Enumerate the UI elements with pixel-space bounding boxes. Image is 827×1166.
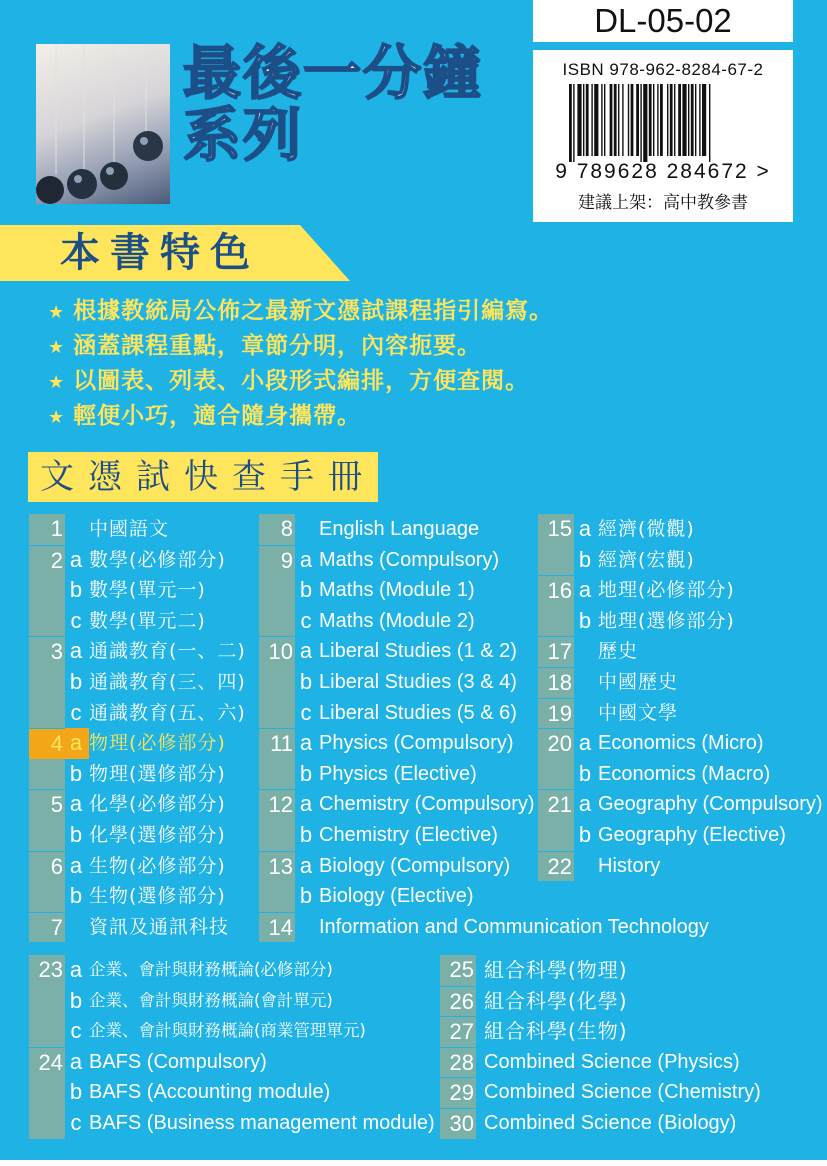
catalog-row: [440, 1016, 827, 1047]
volume-title: History: [598, 854, 661, 877]
volume-number: [29, 698, 65, 729]
catalog-row: [538, 789, 827, 820]
volume-part: a: [299, 546, 313, 572]
volume-number: [538, 759, 574, 790]
volume-title: 化學(選修部分): [89, 823, 226, 846]
volume-number: 24: [29, 1047, 65, 1078]
catalog-row: [538, 728, 827, 759]
barcode-bar: [649, 84, 652, 156]
volume-number: [538, 545, 574, 576]
volume-number: [538, 606, 574, 637]
catalog-row: [538, 545, 827, 576]
catalog-column-4: [29, 955, 439, 1139]
volume-title: Liberal Studies (5 & 6): [319, 701, 517, 724]
volume-number: 22: [538, 851, 574, 882]
volume-title: 數學(必修部分): [89, 548, 226, 571]
barcode-bar: [667, 84, 668, 156]
volume-title: Geography (Compulsory): [598, 793, 823, 816]
volume-number: 7: [29, 912, 65, 943]
barcode-bar: [682, 84, 686, 156]
volume-number: [29, 1108, 65, 1139]
volume-part: b: [578, 607, 592, 633]
volume-number: [259, 820, 295, 851]
catalog-row: [538, 820, 827, 851]
volume-number: 28: [440, 1047, 476, 1078]
volume-number: 29: [440, 1077, 476, 1108]
catalog-row: [29, 912, 259, 943]
volume-part: a: [578, 577, 592, 603]
feature-item: ★ 涵蓋課程重點，章節分明，內容扼要。: [48, 333, 482, 359]
barcode-bar: [643, 84, 647, 162]
barcode-bar: [636, 84, 639, 156]
barcode-bar: [610, 84, 613, 156]
volume-part: a: [299, 852, 313, 878]
catalog-row: [440, 955, 827, 986]
volume-title: Information and Communication Technology: [319, 915, 709, 938]
catalog-row: [538, 698, 827, 729]
barcode-bar: [618, 84, 619, 156]
volume-part: c: [70, 607, 82, 633]
isbn-digits: 9 789628 284672 >: [555, 160, 771, 183]
catalog-row: [29, 881, 259, 912]
catalog-row: [259, 851, 539, 882]
barcode-bar: [586, 84, 589, 156]
barcode-bar: [691, 84, 694, 156]
barcode-bar: [614, 84, 617, 156]
barcode-bar: [688, 84, 689, 156]
catalog-row: [29, 514, 259, 545]
volume-number: 21: [538, 789, 574, 820]
volume-number: 27: [440, 1016, 476, 1047]
bottom-rule: [0, 1160, 827, 1166]
volume-part: b: [69, 883, 83, 909]
catalog-row: [29, 789, 259, 820]
volume-part: b: [69, 821, 83, 847]
volume-title: 通識教育(一、二): [89, 640, 246, 663]
volume-number: 9: [259, 545, 295, 576]
barcode-bar: [670, 84, 673, 156]
volume-part: b: [299, 760, 313, 786]
volume-part: a: [299, 638, 313, 664]
barcode-bar: [640, 84, 641, 162]
volume-number: [259, 667, 295, 698]
catalog-row: [440, 1077, 827, 1108]
barcode-bar: [601, 84, 602, 156]
barcode-bar: [628, 84, 629, 156]
volume-title: Chemistry (Compulsory): [319, 793, 535, 816]
volume-part: b: [69, 577, 83, 603]
catalog-row: [29, 1016, 439, 1047]
volume-title: 數學(單元二): [89, 609, 206, 632]
volume-part: b: [69, 668, 83, 694]
volume-title: 組合科學(化學): [484, 988, 628, 1013]
volume-title: 企業、會計與財務概論(商業管理單元): [89, 1021, 366, 1041]
catalog-row: [29, 851, 259, 882]
volume-part: c: [70, 699, 82, 725]
volume-number: [29, 1077, 65, 1108]
volume-part: b: [69, 760, 83, 786]
series-title-line2: 系列: [183, 101, 304, 169]
catalog-row: [538, 636, 827, 667]
isbn-label: ISBN 978-962-8284-67-2: [562, 60, 764, 79]
volume-number: [259, 698, 295, 729]
volume-number: 17: [538, 636, 574, 667]
volume-title: Economics (Micro): [598, 732, 764, 755]
catalog-column-1: [29, 514, 259, 942]
volume-number: 1: [29, 514, 65, 545]
volume-number: 8: [259, 514, 295, 545]
barcode-bar: [594, 84, 598, 156]
feature-item: ★ 以圖表、列表、小段形式編排，方便查閱。: [48, 368, 530, 394]
catalog-row: [259, 789, 539, 820]
volume-title: Liberal Studies (1 & 2): [319, 640, 517, 663]
volume-title: 組合科學(生物): [484, 1019, 628, 1044]
volume-part: b: [69, 1079, 83, 1105]
series-title: [183, 39, 484, 169]
volume-title: 中國歷史: [598, 670, 679, 693]
volume-title: 地理(必修部分): [598, 579, 735, 602]
catalog-row: [29, 759, 259, 790]
volume-part: a: [578, 791, 592, 817]
barcode-bar: [631, 84, 634, 156]
catalog-row: [29, 575, 259, 606]
volume-title: 通識教育(五、六): [89, 701, 246, 724]
volume-title: BAFS (Accounting module): [89, 1081, 331, 1104]
catalog-row: [29, 1108, 439, 1139]
volume-number: [259, 575, 295, 606]
volume-title: 經濟(宏觀): [598, 548, 695, 571]
catalog-row: [259, 698, 539, 729]
volume-number: 5: [29, 789, 65, 820]
newtons-cradle-photo: [36, 44, 170, 204]
barcode-bar: [653, 84, 654, 156]
catalog-row: [259, 545, 539, 576]
volume-number: 4: [29, 728, 65, 759]
volume-part: a: [69, 546, 83, 572]
volume-title: 物理(選修部分): [89, 762, 226, 785]
catalog-column-5: [440, 955, 827, 1139]
volume-title: 物理(必修部分): [89, 732, 226, 755]
catalog-row: [538, 667, 827, 698]
volume-title: Economics (Macro): [598, 762, 771, 785]
catalog-row: [29, 698, 259, 729]
volume-number: [29, 606, 65, 637]
catalog-row: [29, 667, 259, 698]
volume-number: 14: [259, 912, 295, 943]
volume-part: a: [69, 730, 83, 756]
catalog-row: [29, 728, 259, 759]
catalog-row: [538, 575, 827, 606]
volume-title: 組合科學(物理): [484, 958, 628, 982]
volume-title: BAFS (Business management module): [89, 1111, 435, 1134]
catalog-row: [259, 606, 539, 637]
volume-number: 13: [259, 851, 295, 882]
isbn-panel: [533, 50, 793, 222]
barcode-bar: [604, 84, 605, 156]
volume-part: b: [578, 760, 592, 786]
volume-title: 中國語文: [89, 518, 170, 540]
volume-part: a: [69, 1048, 83, 1074]
volume-title: Combined Science (Chemistry): [484, 1081, 761, 1104]
catalog-row: [29, 606, 259, 637]
catalog-row: [29, 636, 259, 667]
volume-part: a: [299, 730, 313, 756]
volume-number: 11: [259, 728, 295, 759]
volume-number: 2: [29, 545, 65, 576]
volume-number: [538, 820, 574, 851]
volume-number: 16: [538, 575, 574, 606]
barcode-bar: [702, 84, 706, 156]
barcode-bar: [569, 84, 572, 162]
volume-part: a: [578, 516, 592, 541]
volume-title: Physics (Elective): [319, 762, 477, 785]
star-icon: ★: [48, 372, 66, 393]
volume-number: [29, 986, 65, 1017]
volume-title: 中國文學: [598, 701, 679, 724]
feature-item: ★ 根據教統局公佈之最新文憑試課程指引編寫。: [48, 298, 554, 324]
volume-number: [29, 575, 65, 606]
volume-title: Maths (Compulsory): [319, 548, 500, 571]
volume-part: b: [578, 546, 592, 572]
features-heading: 本書特色: [60, 230, 260, 276]
volume-title: Biology (Compulsory): [319, 854, 511, 877]
volume-title: 地理(選修部分): [598, 609, 735, 632]
catalog-row: [259, 636, 539, 667]
volume-title: 企業、會計與財務概論(必修部分): [89, 960, 333, 979]
barcode-bar: [622, 84, 623, 156]
catalog-row: [259, 728, 539, 759]
catalog-row: [259, 820, 539, 851]
catalog-row: [538, 514, 827, 545]
catalog-row: [259, 667, 539, 698]
volume-number: 15: [538, 514, 574, 545]
barcode-bar: [573, 84, 574, 162]
volume-title: 化學(必修部分): [89, 793, 226, 816]
catalog-row: [259, 575, 539, 606]
star-icon: ★: [48, 302, 66, 323]
catalog-heading: 文憑試快查手冊: [40, 457, 376, 497]
catalog-row: [440, 986, 827, 1017]
volume-title: Maths (Module 1): [319, 579, 475, 602]
volume-title: BAFS (Compulsory): [89, 1050, 267, 1073]
volume-title: 通識教育(三、四): [89, 670, 246, 693]
volume-number: [29, 759, 65, 790]
volume-part: b: [69, 987, 83, 1013]
volume-number: 19: [538, 698, 574, 729]
catalog-row: [259, 514, 539, 545]
volume-title: Geography (Elective): [598, 823, 786, 846]
volume-number: 18: [538, 667, 574, 698]
volume-part: a: [69, 791, 83, 817]
volume-number: 25: [440, 955, 476, 986]
catalog-row: [538, 851, 827, 882]
barcode-bar: [674, 84, 675, 156]
barcode-bar: [678, 84, 681, 156]
volume-number: [259, 759, 295, 790]
volume-title: 生物(選修部分): [89, 885, 226, 908]
volume-part: a: [69, 957, 83, 982]
barcode-bar: [657, 84, 658, 156]
star-icon: ★: [48, 407, 66, 428]
volume-number: [29, 667, 65, 698]
volume-title: 數學(單元一): [89, 579, 206, 602]
volume-number: 3: [29, 636, 65, 667]
catalog-row: [259, 912, 709, 943]
volume-part: a: [69, 638, 83, 664]
volume-title: 生物(必修部分): [89, 854, 226, 877]
barcode-bar: [695, 84, 696, 156]
barcode-bar: [709, 84, 710, 162]
catalog-row: [440, 1047, 827, 1078]
barcode-image: [563, 84, 763, 162]
catalog-row: [29, 1077, 439, 1108]
volume-title: 經濟(微觀): [598, 518, 695, 540]
volume-part: a: [299, 791, 313, 817]
series-title-line1: 最後一分鐘: [183, 39, 484, 107]
volume-part: a: [578, 730, 592, 756]
volume-title: Combined Science (Physics): [484, 1050, 740, 1073]
barcode-bar: [591, 84, 592, 156]
volume-number: 6: [29, 851, 65, 882]
volume-number: 26: [440, 986, 476, 1017]
catalog-row: [538, 606, 827, 637]
catalog-row: [29, 1047, 439, 1078]
catalog-row: [29, 545, 259, 576]
volume-title: Combined Science (Biology): [484, 1111, 737, 1134]
volume-number: [29, 820, 65, 851]
volume-number: [29, 881, 65, 912]
catalog-row: [538, 759, 827, 790]
volume-title: Maths (Module 2): [319, 609, 475, 632]
star-icon: ★: [48, 337, 66, 358]
volume-title: Physics (Compulsory): [319, 732, 514, 755]
volume-title: Biology (Elective): [319, 885, 474, 908]
shelf-recommendation: 建議上架：高中教參書: [578, 193, 748, 212]
volume-part: b: [299, 668, 313, 694]
catalog-row: [29, 820, 259, 851]
volume-number: [259, 606, 295, 637]
barcode-bar: [577, 84, 581, 156]
volume-title: 企業、會計與財務概論(會計單元): [89, 990, 333, 1010]
volume-part: c: [70, 1109, 82, 1135]
volume-part: b: [299, 577, 313, 603]
volume-number: 12: [259, 789, 295, 820]
catalog-column-3: [538, 514, 827, 881]
catalog-row: [29, 986, 439, 1017]
barcode-bar: [583, 84, 584, 156]
barcode-bar: [660, 84, 663, 156]
volume-part: a: [69, 852, 83, 878]
volume-number: [259, 881, 295, 912]
volume-part: b: [299, 821, 313, 847]
volume-title: English Language: [319, 518, 480, 540]
catalog-row: [259, 759, 539, 790]
catalog-row: [29, 955, 439, 986]
volume-number: [29, 1016, 65, 1047]
catalog-row: [440, 1108, 827, 1139]
volume-title: 歷史: [598, 640, 639, 663]
volume-part: b: [299, 883, 313, 909]
volume-part: c: [300, 699, 312, 725]
volume-part: b: [578, 821, 592, 847]
volume-number: 20: [538, 728, 574, 759]
volume-title: 資訊及通訊科技: [89, 915, 230, 938]
product-code: DL-05-02: [533, 0, 793, 42]
volume-part: c: [70, 1018, 82, 1044]
volume-number: 10: [259, 636, 295, 667]
catalog-row: [259, 881, 539, 912]
volume-number: 23: [29, 955, 65, 986]
barcode-bar: [699, 84, 700, 156]
volume-number: 30: [440, 1108, 476, 1139]
features-list: [48, 294, 553, 434]
volume-title: Chemistry (Elective): [319, 823, 498, 846]
volume-part: c: [300, 607, 312, 633]
feature-item: ★ 輕便小巧，適合隨身攜帶。: [48, 403, 362, 429]
volume-title: Liberal Studies (3 & 4): [319, 670, 517, 693]
